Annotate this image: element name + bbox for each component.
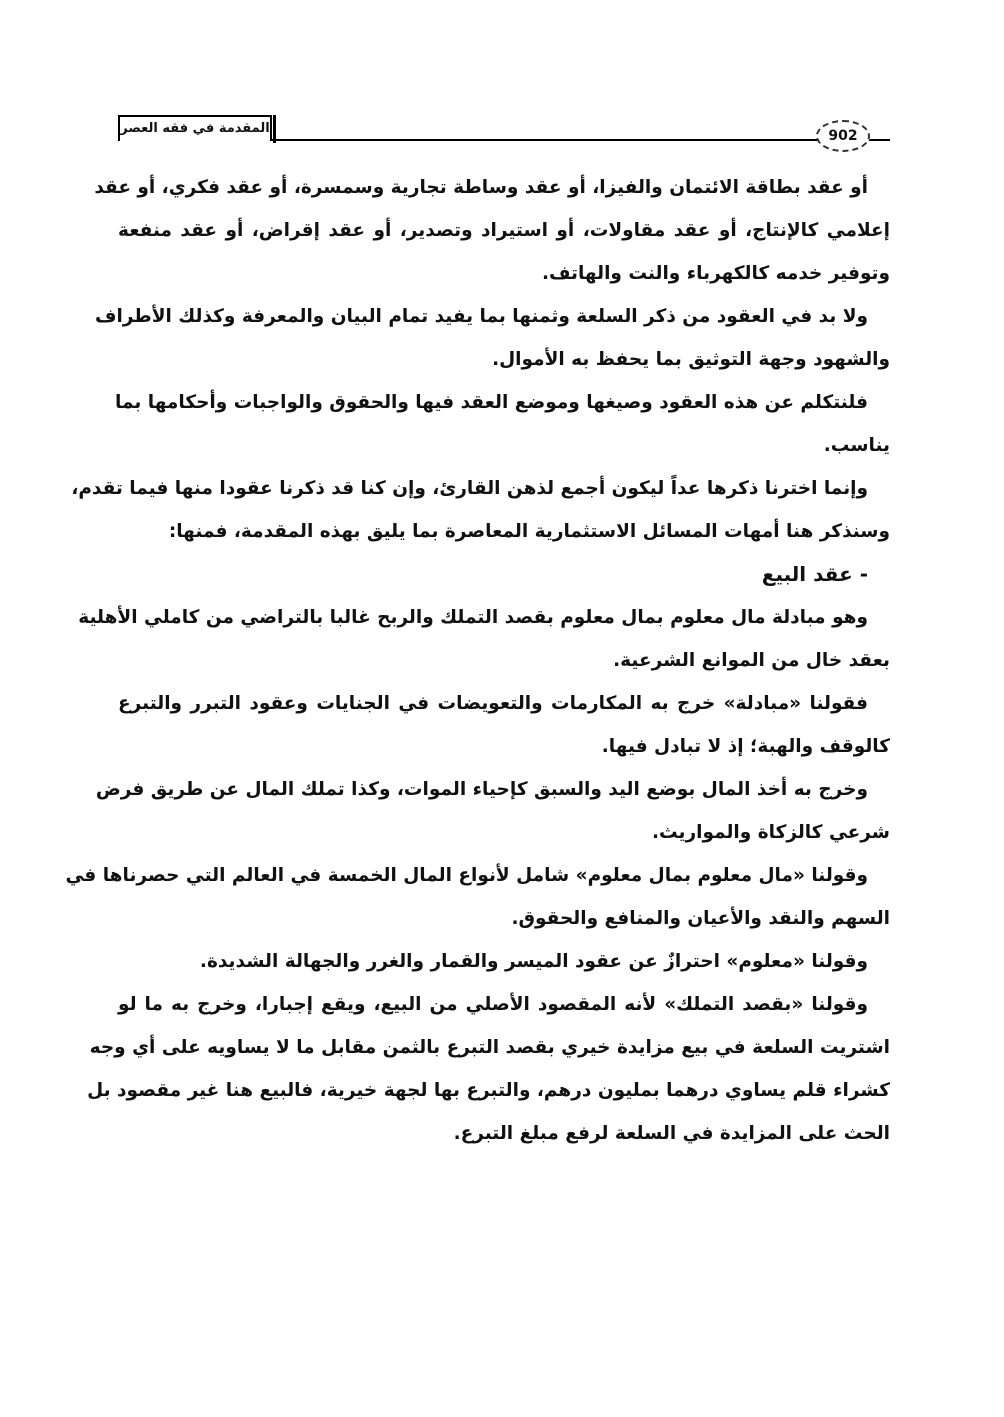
text-line: اشتريت السلعة في بيع مزايدة خيري بقصد التبرع بالثمن مقابل ما لا يساويه على أي وجه: [89, 1037, 890, 1058]
text-line: وهو مبادلة مال معلوم بمال معلوم بقصد التملك والربح غالبا بالتراضي من كاملي الأهلية: [78, 607, 868, 628]
text-line: وقولنا «مال معلوم بمال معلوم» شامل لأنواع المال الخمسة في العالم التي حصرناها في: [65, 865, 868, 886]
text-line: شرعي كالزكاة والمواريث.: [651, 822, 890, 843]
text-line: والشهود وجهة التوثيق بما يحفظ به الأموال.: [492, 349, 890, 370]
text-line: وقولنا «معلوم» احترازٌ عن عقود الميسر والقمار والغرر والجهالة الشديدة.: [199, 951, 868, 972]
text-line: وإنما اخترنا ذكرها عداً ليكون أجمع لذهن القارئ، وإن كنا قد ذكرنا عقودا منها فيما تقدم،: [71, 478, 868, 499]
text-line: فقولنا «مبادلة» خرج به المكارمات والتعويضات في الجنايات وعقود التبرر والتبرع: [118, 693, 868, 714]
text-line: يناسب.: [823, 435, 890, 456]
page-body: [65, 166, 890, 1155]
text-line: السهم والنقد والأعيان والمنافع والحقوق.: [511, 908, 890, 929]
text-line: كالوقف والهبة؛ إذ لا تبادل فيها.: [601, 736, 890, 757]
text-line: أو عقد بطاقة الائتمان والفيزا، أو عقد وساطة تجارية وسمسرة، أو عقد فكري، أو عقد: [94, 177, 868, 198]
text-line: وقولنا «بقصد التملك» لأنه المقصود الأصلي من البيع، ويقع إجبارا، وخرج به ما لو: [118, 994, 868, 1015]
text-line: كشراء قلم يساوي درهما بمليون درهم، والتبرع بها لجهة خيرية، فالبيع هنا غير مقصود بل: [87, 1080, 890, 1101]
text-line: إعلامي كالإنتاج، أو عقد مقاولات، أو استيراد وتصدير، أو عقد إقراض، أو عقد منفعة: [118, 220, 890, 241]
page-number: 902: [816, 120, 870, 152]
text-line: الحث على المزايدة في السلعة لرفع مبلغ التبرع.: [453, 1123, 890, 1144]
text-line: وخرج به أخذ المال بوضع اليد والسبق كإحياء الموات، وكذا تملك المال عن طريق فرض: [95, 779, 868, 800]
running-header-title: المقدمة في فقه العصر: [118, 115, 272, 141]
section-heading: - عقد البيع: [761, 562, 868, 586]
text-line: ولا بد في العقود من ذكر السلعة وثمنها بما يفيد تمام البيان والمعرفة وكذلك الأطراف: [94, 306, 868, 327]
text-line: بعقد خال من الموانع الشرعية.: [613, 650, 890, 671]
text-line: وسنذكر هنا أمهات المسائل الاستثمارية المعاصرة بما يليق بهذه المقدمة، فمنها:: [168, 521, 890, 542]
text-line: فلنتكلم عن هذه العقود وصيغها وموضع العقد فيها والحقوق والواجبات وأحكامها بما: [115, 392, 868, 413]
text-line: وتوفير خدمه كالكهرباء والنت والهاتف.: [541, 263, 890, 284]
